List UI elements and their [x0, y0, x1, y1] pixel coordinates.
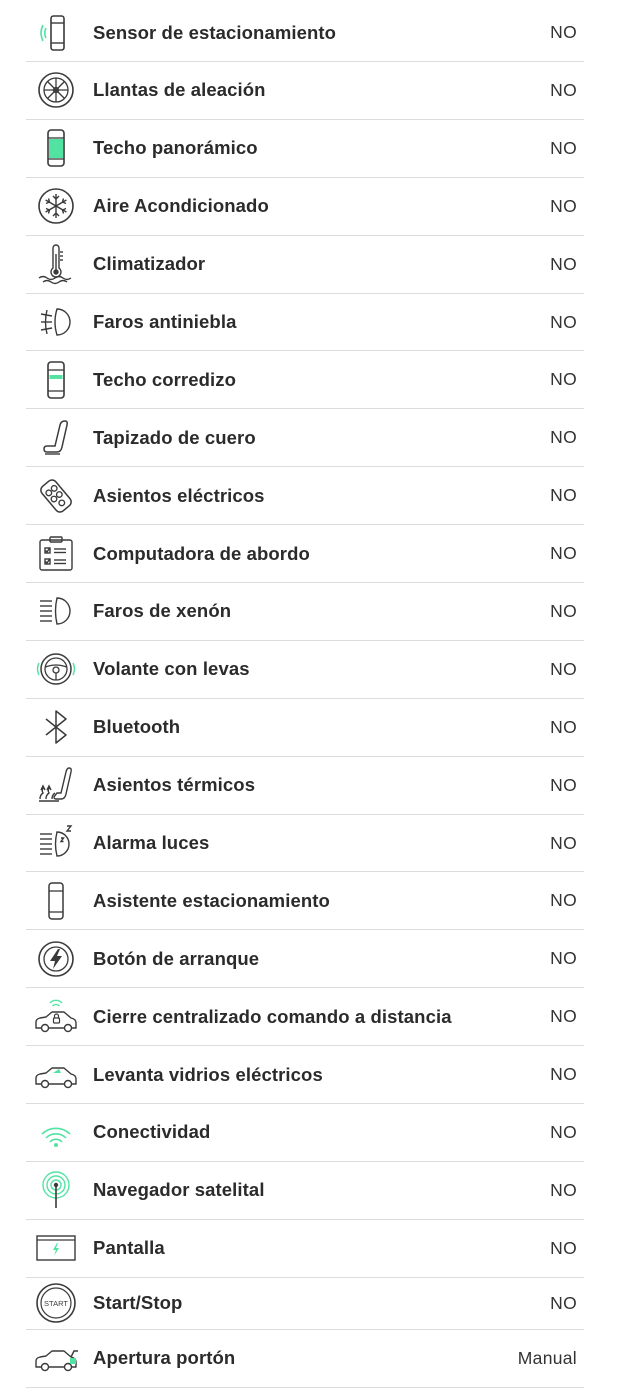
feature-row [26, 988, 584, 1046]
feature-value: NO [550, 253, 577, 274]
feature-row [26, 757, 584, 815]
power-button-icon [35, 939, 77, 979]
feature-value: NO [550, 195, 577, 216]
light-alarm-icon [35, 823, 77, 863]
feature-label: Levanta vidrios eléctricos [93, 1063, 323, 1085]
feature-value: NO [550, 1006, 577, 1027]
feature-value: NO [550, 543, 577, 564]
feature-row [26, 1220, 584, 1278]
seat-icon [35, 418, 77, 458]
power-window-car-icon [35, 1055, 77, 1095]
feature-value: NO [550, 716, 577, 737]
feature-value: NO [550, 485, 577, 506]
electric-seat-control-icon [35, 476, 77, 516]
feature-value: NO [550, 369, 577, 390]
feature-row [26, 1046, 584, 1104]
feature-value: NO [550, 600, 577, 621]
parking-sensor-icon [35, 13, 77, 53]
feature-label: Sensor de estacionamiento [93, 21, 337, 43]
feature-value: NO [550, 311, 577, 332]
feature-label: Techo corredizo [93, 368, 237, 390]
feature-value: Manual [517, 1347, 577, 1368]
feature-row [26, 1278, 584, 1330]
feature-row [26, 236, 584, 294]
feature-value: NO [550, 658, 577, 679]
feature-value: NO [550, 1292, 577, 1313]
sunroof-icon [35, 360, 77, 400]
thermometer-icon [35, 244, 77, 284]
feature-row [26, 120, 584, 178]
feature-row [26, 467, 584, 525]
feature-value: NO [550, 22, 577, 42]
feature-row [26, 641, 584, 699]
tailgate-car-icon [35, 1338, 77, 1378]
feature-row [26, 178, 584, 236]
feature-row [26, 815, 584, 873]
fog-light-icon [35, 302, 77, 342]
feature-row [26, 525, 584, 583]
heated-seat-icon [35, 765, 77, 805]
start-stop-icon-text: START [44, 1299, 68, 1309]
feature-label: Botón de arranque [93, 947, 260, 969]
feature-row [26, 351, 584, 409]
gps-antenna-icon [35, 1170, 77, 1210]
features-list [26, 4, 584, 1388]
feature-label: Alarma luces [93, 832, 210, 854]
feature-value: NO [550, 774, 577, 795]
feature-value: NO [550, 137, 577, 158]
feature-label: Asientos eléctricos [93, 484, 265, 506]
feature-row [26, 1330, 584, 1388]
screen-icon [35, 1228, 77, 1268]
feature-label: Bluetooth [93, 716, 181, 738]
snowflake-icon [35, 186, 77, 226]
steering-wheel-icon [35, 649, 77, 689]
feature-label: Faros de xenón [93, 600, 232, 622]
feature-value: NO [550, 427, 577, 448]
feature-label: Techo panorámico [93, 137, 258, 159]
feature-label: Volante con levas [93, 658, 250, 680]
feature-row [26, 699, 584, 757]
feature-value: NO [550, 1237, 577, 1258]
xenon-headlight-icon [35, 591, 77, 631]
feature-row [26, 62, 584, 120]
feature-row [26, 930, 584, 988]
feature-label: Aire Acondicionado [93, 195, 269, 217]
feature-label: Faros antiniebla [93, 311, 237, 332]
feature-row [26, 294, 584, 352]
feature-label: Cierre centralizado comando a distancia [93, 1005, 452, 1027]
feature-label: Computadora de abordo [93, 542, 310, 564]
feature-value: NO [550, 890, 577, 911]
clipboard-checklist-icon [35, 534, 77, 574]
feature-row [26, 583, 584, 641]
start-stop-icon [35, 1283, 77, 1323]
feature-value: NO [550, 79, 577, 100]
feature-label: Asistente estacionamiento [93, 889, 330, 911]
remote-lock-car-icon [35, 997, 77, 1037]
feature-row [26, 1162, 584, 1220]
feature-row [26, 4, 584, 62]
feature-label: Conectividad [93, 1121, 211, 1143]
parking-assistant-icon [35, 881, 77, 921]
feature-label: Pantalla [93, 1237, 165, 1259]
feature-row [26, 409, 584, 467]
feature-label: Llantas de aleación [93, 79, 266, 101]
feature-value: NO [550, 948, 577, 969]
feature-value: NO [550, 832, 577, 853]
panoramic-roof-icon [35, 128, 77, 168]
feature-row [26, 1104, 584, 1162]
feature-label: Apertura portón [93, 1347, 236, 1369]
bluetooth-icon [35, 707, 77, 747]
feature-label: Navegador satelital [93, 1179, 265, 1201]
wifi-signal-icon [35, 1112, 77, 1152]
feature-label: Asientos térmicos [93, 774, 256, 796]
feature-value: NO [550, 1121, 577, 1142]
feature-value: NO [550, 1179, 577, 1200]
feature-value: NO [550, 1064, 577, 1085]
feature-label: Tapizado de cuero [93, 426, 256, 448]
feature-label: Climatizador [93, 253, 206, 275]
feature-label: Start/Stop [93, 1292, 183, 1314]
feature-row [26, 872, 584, 930]
alloy-wheel-icon [35, 70, 77, 110]
